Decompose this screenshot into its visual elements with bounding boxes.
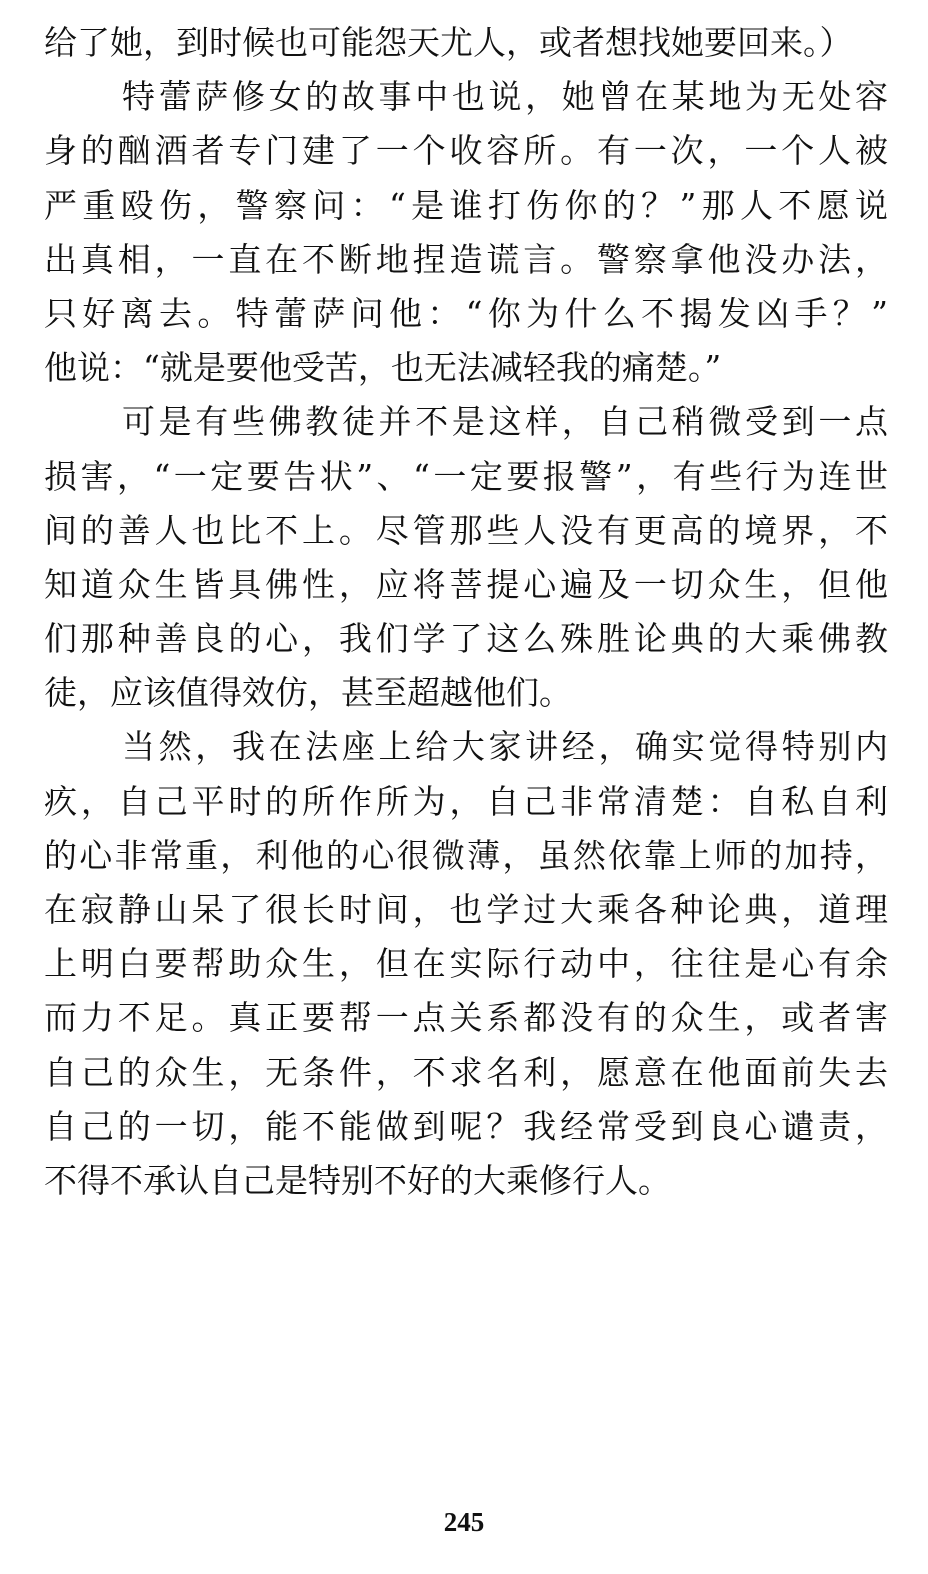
text-line: 损害，“一定要告状”、“一定要报警”，有些行为连世 [44,456,888,496]
text-line: 可是有些佛教徒并不是这样，自己稍微受到一点 [122,402,888,442]
text-line: 自己的众生，无条件，不求名利，愿意在他面前失去 [44,1052,888,1092]
text-line: 严重殴伤，警察问：“是谁打伤你的？”那人不愿说 [44,185,888,225]
text-line: 们那种善良的心，我们学了这么殊胜论典的大乘佛教 [44,619,888,659]
text-line: 身的酗酒者专门建了一个收容所。有一次，一个人被 [44,131,888,171]
text-line: 而力不足。真正要帮一点关系都没有的众生，或者害 [44,998,888,1038]
text-line: 当然，我在法座上给大家讲经，确实觉得特别内 [122,727,888,767]
text-line: 疚，自己平时的所作所为，自己非常清楚：自私自利 [44,781,888,821]
text-line: 徒，应该值得效仿，甚至超越他们。 [44,673,572,713]
text-line: 只好离去。特蕾萨问他：“你为什么不揭发凶手？” [44,293,888,333]
page-body [44,16,888,1208]
text-line: 给了她，到时候也可能怨天尤人，或者想找她要回来。） [44,23,853,62]
text-line: 知道众生皆具佛性，应将菩提心遍及一切众生，但他 [44,564,888,604]
text-line: 的心非常重，利他的心很微薄，虽然依靠上师的加持， [44,835,888,875]
text-line: 不得不承认自己是特别不好的大乘修行人。 [44,1160,671,1200]
text-line: 自己的一切，能不能做到呢？我经常受到良心谴责， [44,1106,888,1146]
text-line: 间的善人也比不上。尽管那些人没有更高的境界，不 [44,510,888,550]
text-line: 在寂静山呆了很长时间，也学过大乘各种论典，道理 [44,890,888,929]
text-line: 他说：“就是要他受苦，也无法减轻我的痛楚。” [44,348,722,388]
text-line: 特蕾萨修女的故事中也说，她曾在某地为无处容 [122,77,888,117]
text-line: 上明白要帮助众生，但在实际行动中，往往是心有余 [44,944,888,984]
page-number: 245 [443,1507,485,1537]
text-line: 出真相，一直在不断地捏造谎言。警察拿他没办法， [44,239,888,279]
